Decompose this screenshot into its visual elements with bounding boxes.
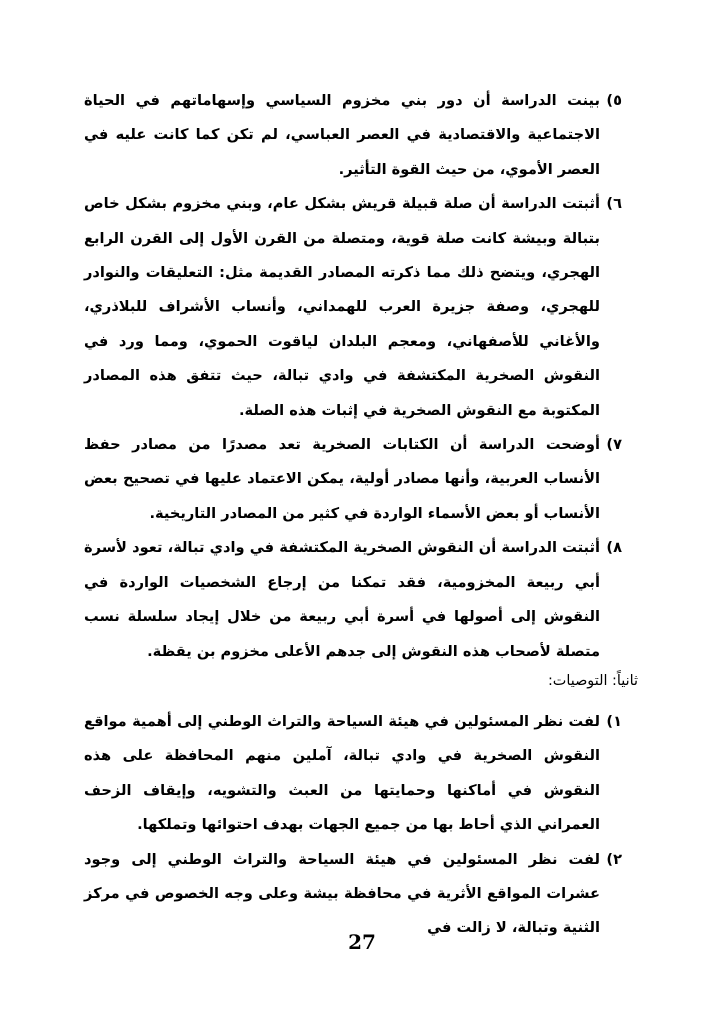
finding-item-7 [84, 428, 622, 531]
finding-item-6 [84, 187, 622, 428]
recommendation-item-1 [84, 705, 622, 843]
paragraph-text: أثبتت الدراسة أن النقوش الصخرية المكتشفة في وادي تبالة، تعود لأسرة أبي ربيعة المخزومية، فقد تمكنا من إرجاع الشخصيات الواردة في النقوش إلى أصولها في أسرة أبي ربيعة من خلال إيجاد سلسلة نسب متصلة لأصحاب هذه النقوش إلى جدهم الأعلى مخزوم بن يقظة. [84, 539, 600, 660]
recommendations-heading: ثانياً: التوصيات: [547, 672, 638, 689]
list-number: ٧) [606, 436, 622, 454]
paragraph-text: لفت نظر المسئولين في هيئة السياحة والتراث الوطني إلى أهمية مواقع النقوش الصخرية في وادي تبالة، آملين منهم المحافظة على هذه النقوش في أماكنها وحمايتها من العبث والتشويه، وإيقاف الزحف العمراني الذي أحاط بها من جميع الجهات بهدف احتوائها وتملكها. [84, 712, 600, 834]
paragraph-text: أوضحت الدراسة أن الكتابات الصخرية تعد مصدرًا من مصادر حفظ الأنساب العربية، وأنها مصادر أولية، يمكن الاعتماد عليها في تصحيح بعض الأنساب أو بعض الأسماء الواردة في كثير من المصادر التاريخية. [84, 436, 600, 522]
finding-item-5 [84, 84, 622, 187]
page-body [84, 84, 638, 946]
list-number: ٢) [606, 850, 622, 868]
list-number: ٦) [606, 195, 622, 213]
paragraph-text: أثبتت الدراسة أن صلة قبيلة قريش بشكل عام، وبني مخزوم بشكل خاص بتبالة وبيشة كانت صلة قوية، ومتصلة من القرن الأول إلى القرن الرابع الهجري، ويتضح ذلك مما ذكرته المصادر القديمة مثل: التعليقات والنوادر للهجري، وصفة جزيرة العرب للهمداني، وأنساب الأشراف للبلاذري، والأغاني للأصفهاني، ومعجم البلدان لياقوت الحموي، ومما ورد في النقوش الصخرية المكتشفة في وادي تبالة، حيث تتفق هذه المصادر المكتوبة مع النقوش الصخرية في إثبات هذه الصلة. [84, 195, 600, 419]
paragraph-text: بينت الدراسة أن دور بني مخزوم السياسي وإسهاماتهم في الحياة الاجتماعية والاقتصادية في العصر العباسي، لم تكن كما كانت عليه في العصر الأموي، من حيث القوة التأثير. [84, 92, 600, 178]
list-number: ٥) [606, 92, 622, 109]
list-number: ١) [606, 712, 622, 730]
list-number: ٨) [606, 539, 622, 557]
page-number: 27 [348, 930, 376, 954]
finding-item-8 [84, 531, 622, 669]
paragraph-text: لفت نظر المسئولين في هيئة السياحة والتراث الوطني إلى وجود عشرات المواقع الأثرية في محافظة بيشة وعلى وجه الخصوص في مركز الثنية وتبالة، لا زالت في [84, 850, 600, 937]
